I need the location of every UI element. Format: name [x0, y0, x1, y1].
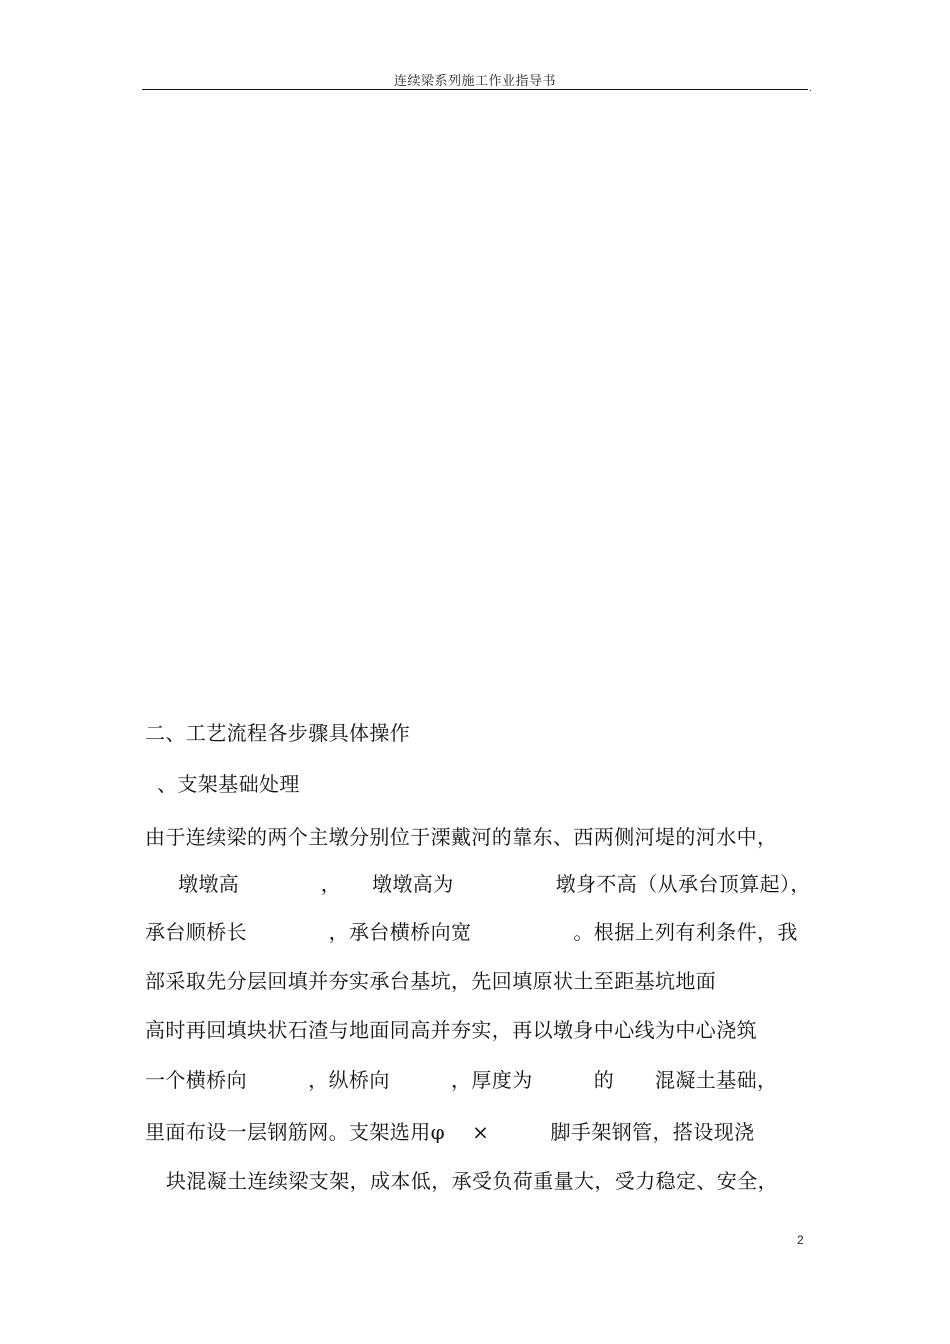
body-line: 部采取先分层回填并夯实承台基坑，先回填原状土至距基坑地面	[145, 969, 717, 993]
section-heading: 二、工艺流程各步骤具体操作	[145, 721, 411, 745]
subsection-heading: 、支架基础处理	[157, 772, 300, 796]
header-divider	[142, 89, 808, 90]
body-line: 一个横桥向 ，纵桥向 ，厚度为 的 混凝土基础，	[145, 1068, 778, 1092]
header-mark: .	[809, 84, 812, 94]
body-line: 里面布设一层钢筋网。支架选用φ × 脚手架钢管，搭设现浇	[145, 1120, 755, 1144]
body-line: 墩墩高 ， 墩墩高为 墩身不高（从承台顶算起），	[178, 872, 811, 896]
body-line: 由于连续梁的两个主墩分别位于溧戴河的靠东、西两侧河堤的河水中，	[145, 825, 778, 849]
header-title: 连续梁系列施工作业指导书	[393, 74, 556, 89]
page-number: 2	[797, 1233, 804, 1247]
body-line: 块混凝土连续梁支架，成本低，承受负荷重量大，受力稳定、安全，	[166, 1169, 778, 1193]
body-line: 高时再回填块状石渣与地面同高并夯实，再以墩身中心线为中心浇筑	[145, 1018, 757, 1042]
body-line: 承台顺桥长 ，承台横桥向宽 。根据上列有利条件，我	[145, 920, 798, 944]
